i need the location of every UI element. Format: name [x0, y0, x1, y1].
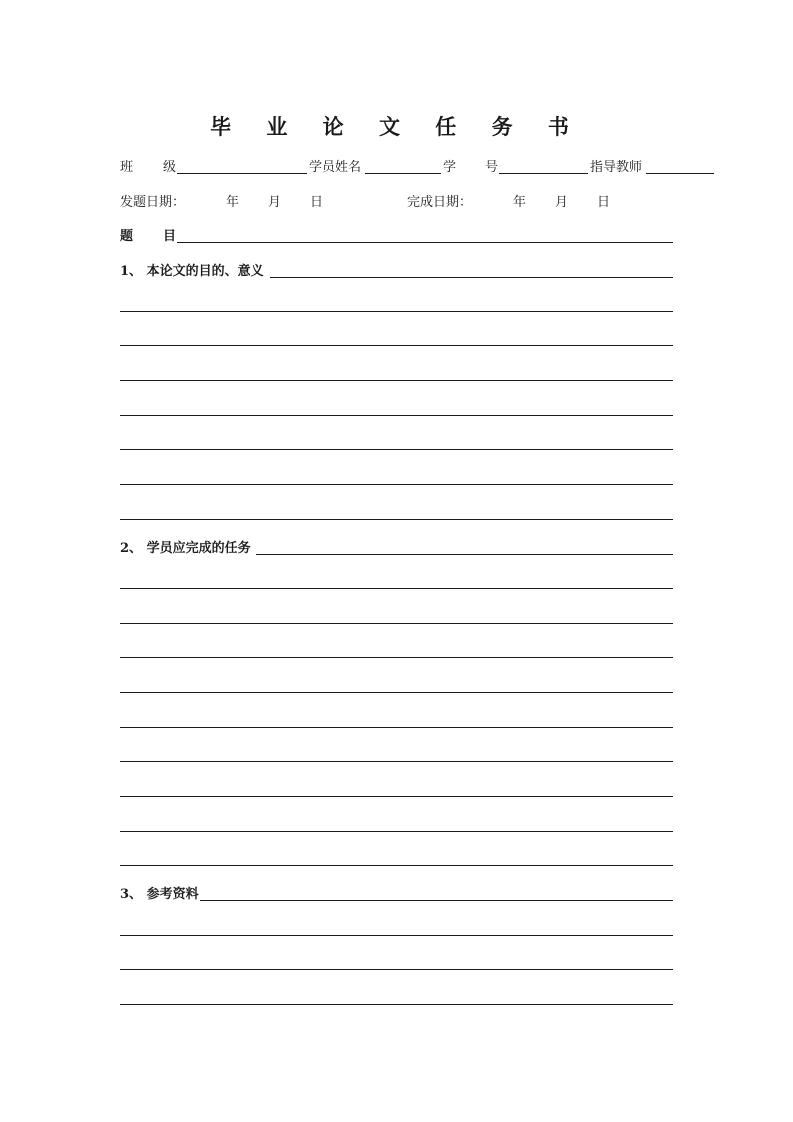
- page-title: 毕 业 论 文 任 务 书: [210, 114, 583, 139]
- section-references-heading: [120, 883, 673, 905]
- topic-field[interactable]: [177, 242, 673, 243]
- tasks-line[interactable]: [120, 865, 673, 866]
- class-label-2: 级: [163, 160, 177, 175]
- issue-month-label: 月: [268, 195, 282, 210]
- complete-date-label: 完成日期：: [407, 195, 473, 210]
- tasks-line[interactable]: [120, 657, 673, 658]
- tasks-line[interactable]: [120, 831, 673, 832]
- section-tasks-heading: [120, 537, 673, 559]
- purpose-line[interactable]: [120, 449, 673, 450]
- student-id-label: 学: [443, 160, 457, 175]
- purpose-line[interactable]: [120, 380, 673, 381]
- complete-day-label: 日: [597, 195, 611, 210]
- class-field[interactable]: [177, 173, 307, 174]
- tasks-first-line[interactable]: [256, 554, 673, 555]
- student-id-field[interactable]: [499, 173, 588, 174]
- tasks-line[interactable]: [120, 588, 673, 589]
- references-first-line[interactable]: [200, 900, 673, 901]
- issue-day-label: 日: [310, 195, 324, 210]
- tasks-line[interactable]: [120, 692, 673, 693]
- purpose-line[interactable]: [120, 311, 673, 312]
- section-references-label: 3、 参考资料: [120, 887, 199, 902]
- references-line[interactable]: [120, 1004, 673, 1005]
- section-tasks-label: 2、 学员应完成的任务: [120, 541, 251, 556]
- student-name-label: 学员姓名: [309, 160, 362, 175]
- advisor-field[interactable]: [646, 173, 714, 174]
- section-purpose-heading: [120, 260, 673, 282]
- topic-row: [120, 225, 673, 247]
- tasks-line[interactable]: [120, 761, 673, 762]
- purpose-first-line[interactable]: [270, 277, 673, 278]
- references-line[interactable]: [120, 935, 673, 936]
- student-id-label-2: 号: [485, 160, 499, 175]
- purpose-line[interactable]: [120, 519, 673, 520]
- advisor-label: 指导教师: [590, 160, 643, 175]
- date-row: [120, 191, 680, 213]
- topic-label: 题: [120, 229, 134, 244]
- issue-year-label: 年: [226, 195, 240, 210]
- section-purpose-label: 1、 本论文的目的、意义: [120, 264, 264, 279]
- complete-month-label: 月: [555, 195, 569, 210]
- student-name-field[interactable]: [365, 173, 441, 174]
- purpose-line[interactable]: [120, 415, 673, 416]
- tasks-line[interactable]: [120, 796, 673, 797]
- purpose-line[interactable]: [120, 345, 673, 346]
- tasks-line[interactable]: [120, 623, 673, 624]
- issue-date-label: 发题日期：: [120, 195, 186, 210]
- complete-year-label: 年: [513, 195, 527, 210]
- purpose-line[interactable]: [120, 484, 673, 485]
- info-row: [120, 156, 720, 178]
- topic-label-2: 目: [163, 229, 177, 244]
- tasks-line[interactable]: [120, 727, 673, 728]
- references-line[interactable]: [120, 969, 673, 970]
- class-label: 班: [120, 160, 134, 175]
